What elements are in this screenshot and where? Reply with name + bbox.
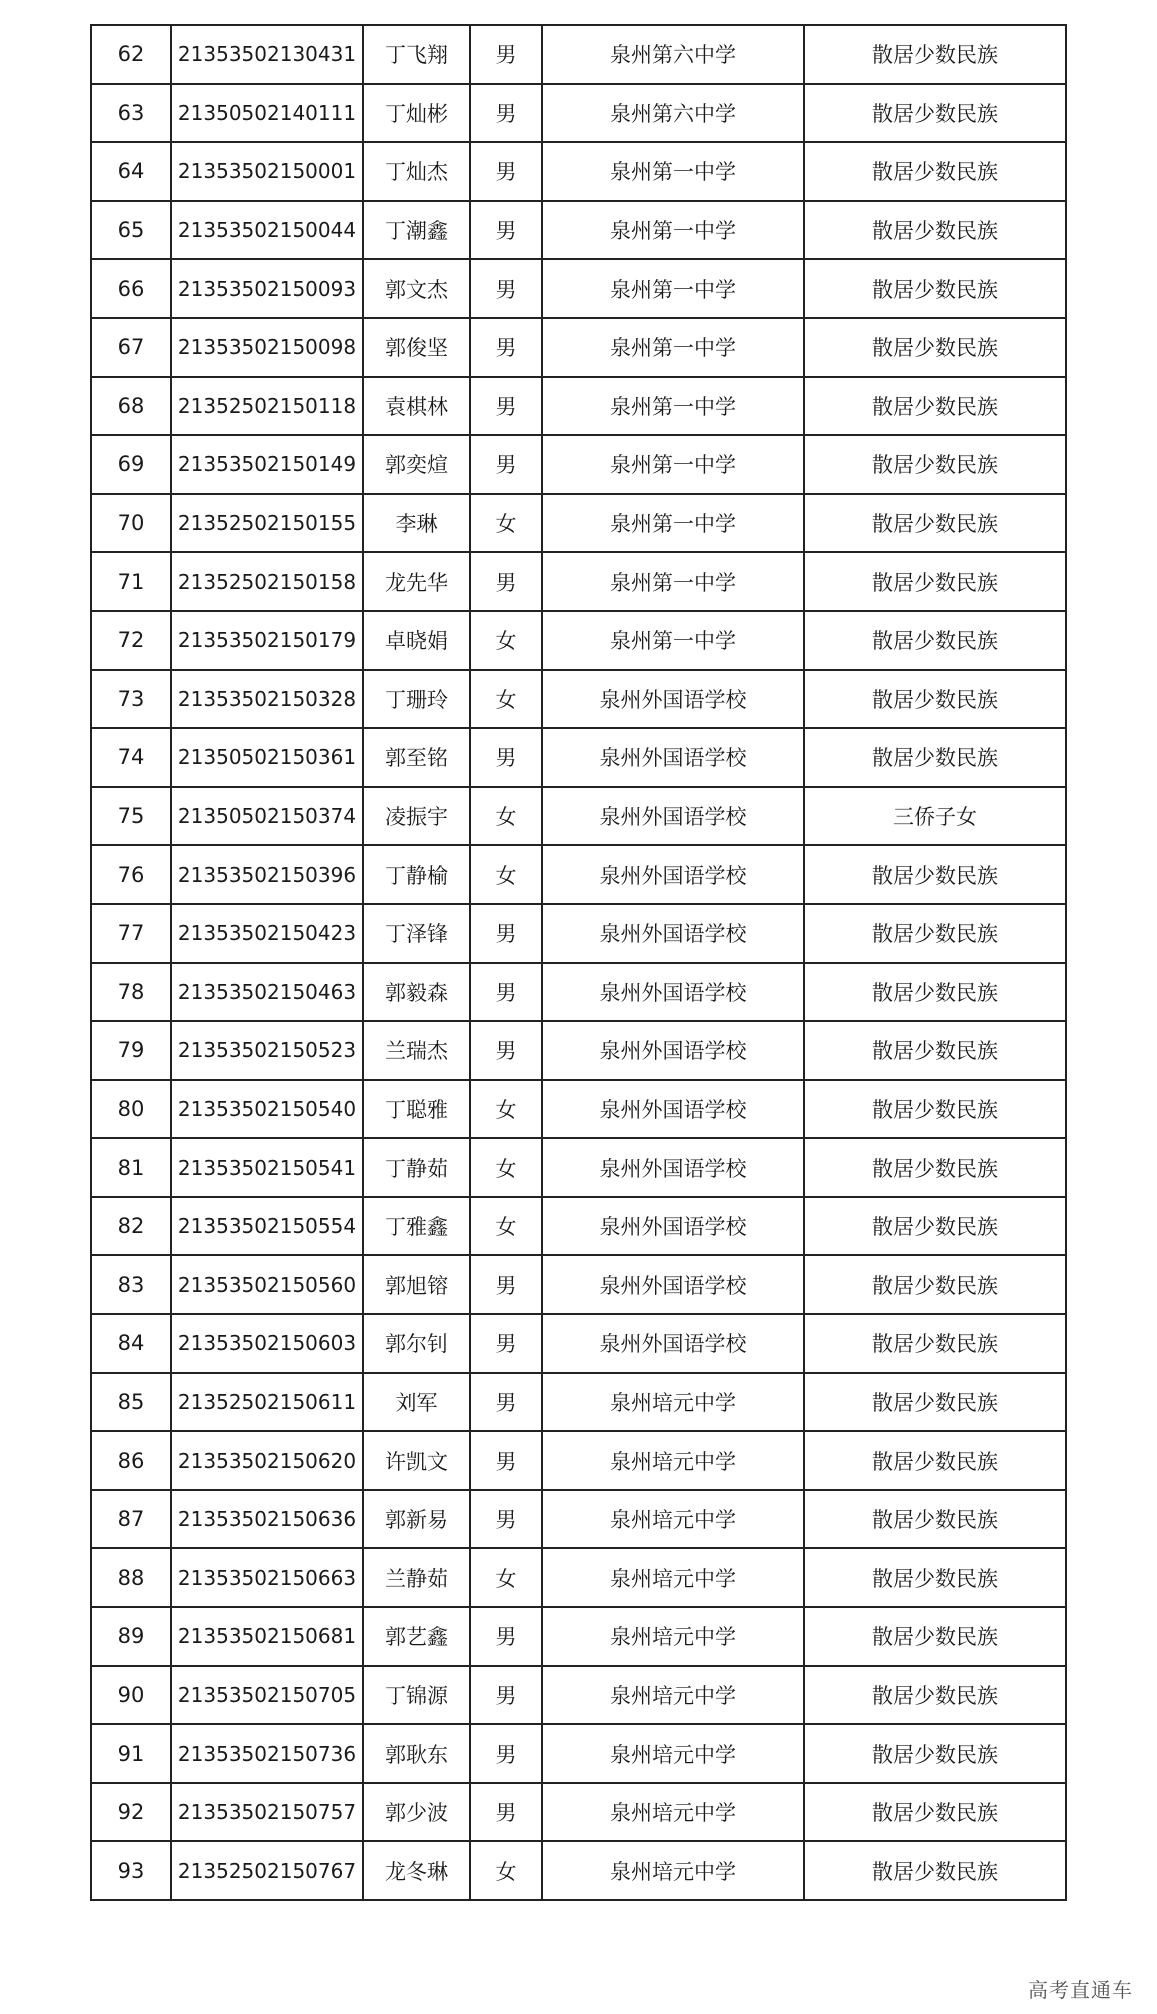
exam-id-cell: 21353502130431 [171, 25, 363, 84]
student-name-cell: 丁静榆 [363, 845, 470, 904]
school-cell: 泉州第一中学 [542, 318, 804, 377]
exam-id-cell: 21353502150560 [171, 1255, 363, 1314]
row-number-cell: 92 [91, 1783, 171, 1842]
school-cell: 泉州第六中学 [542, 25, 804, 84]
school-cell: 泉州外国语学校 [542, 1314, 804, 1373]
row-number-cell: 90 [91, 1666, 171, 1725]
gender-cell: 女 [470, 1841, 542, 1900]
table-row [91, 1138, 1066, 1197]
student-name-cell: 卓晓娟 [363, 611, 470, 670]
exam-id-cell: 21352502150155 [171, 494, 363, 553]
school-cell: 泉州第一中学 [542, 259, 804, 318]
table-row [91, 1197, 1066, 1256]
school-cell: 泉州外国语学校 [542, 787, 804, 846]
table-row [91, 1314, 1066, 1373]
category-cell: 散居少数民族 [804, 377, 1066, 436]
student-name-cell: 兰静茹 [363, 1548, 470, 1607]
table-row [91, 963, 1066, 1022]
student-name-cell: 龙先华 [363, 552, 470, 611]
category-cell: 散居少数民族 [804, 1666, 1066, 1725]
category-cell: 散居少数民族 [804, 1138, 1066, 1197]
student-name-cell: 兰瑞杰 [363, 1021, 470, 1080]
table-row [91, 318, 1066, 377]
school-cell: 泉州外国语学校 [542, 1138, 804, 1197]
exam-id-cell: 21353502150757 [171, 1783, 363, 1842]
table-row [91, 728, 1066, 787]
category-cell: 散居少数民族 [804, 494, 1066, 553]
table-row [91, 142, 1066, 201]
exam-id-cell: 21353502150328 [171, 670, 363, 729]
exam-id-cell: 21353502150523 [171, 1021, 363, 1080]
table-row [91, 904, 1066, 963]
row-number-cell: 81 [91, 1138, 171, 1197]
table-row [91, 1255, 1066, 1314]
school-cell: 泉州外国语学校 [542, 1255, 804, 1314]
gender-cell: 男 [470, 377, 542, 436]
exam-id-cell: 21350502150374 [171, 787, 363, 846]
student-name-cell: 郭至铭 [363, 728, 470, 787]
row-number-cell: 67 [91, 318, 171, 377]
student-name-cell: 丁雅鑫 [363, 1197, 470, 1256]
exam-id-cell: 21353502150663 [171, 1548, 363, 1607]
table-row [91, 611, 1066, 670]
gender-cell: 女 [470, 611, 542, 670]
gender-cell: 男 [470, 552, 542, 611]
exam-id-cell: 21353502150554 [171, 1197, 363, 1256]
school-cell: 泉州第一中学 [542, 142, 804, 201]
gender-cell: 男 [470, 142, 542, 201]
gender-cell: 女 [470, 1197, 542, 1256]
table-row [91, 1607, 1066, 1666]
table-row [91, 377, 1066, 436]
gender-cell: 男 [470, 1255, 542, 1314]
category-cell: 散居少数民族 [804, 1255, 1066, 1314]
student-name-cell: 郭少波 [363, 1783, 470, 1842]
school-cell: 泉州培元中学 [542, 1724, 804, 1783]
school-cell: 泉州第一中学 [542, 201, 804, 260]
row-number-cell: 77 [91, 904, 171, 963]
category-cell: 散居少数民族 [804, 1548, 1066, 1607]
row-number-cell: 80 [91, 1080, 171, 1139]
exam-id-cell: 21352502150118 [171, 377, 363, 436]
gender-cell: 男 [470, 84, 542, 143]
category-cell: 散居少数民族 [804, 1783, 1066, 1842]
table-row [91, 1021, 1066, 1080]
table-row [91, 1783, 1066, 1842]
student-name-cell: 丁飞翔 [363, 25, 470, 84]
table-row [91, 494, 1066, 553]
school-cell: 泉州外国语学校 [542, 1197, 804, 1256]
category-cell: 散居少数民族 [804, 318, 1066, 377]
gender-cell: 男 [470, 1666, 542, 1725]
exam-id-cell: 21352502150767 [171, 1841, 363, 1900]
category-cell: 散居少数民族 [804, 1490, 1066, 1549]
table-row [91, 435, 1066, 494]
row-number-cell: 62 [91, 25, 171, 84]
exam-id-cell: 21353502150423 [171, 904, 363, 963]
gender-cell: 男 [470, 259, 542, 318]
exam-id-cell: 21353502150705 [171, 1666, 363, 1725]
row-number-cell: 63 [91, 84, 171, 143]
row-number-cell: 66 [91, 259, 171, 318]
category-cell: 散居少数民族 [804, 1431, 1066, 1490]
school-cell: 泉州培元中学 [542, 1841, 804, 1900]
table-row [91, 259, 1066, 318]
gender-cell: 男 [470, 318, 542, 377]
school-cell: 泉州外国语学校 [542, 845, 804, 904]
student-name-cell: 郭尔钊 [363, 1314, 470, 1373]
category-cell: 散居少数民族 [804, 1841, 1066, 1900]
student-name-cell: 丁灿杰 [363, 142, 470, 201]
gender-cell: 女 [470, 787, 542, 846]
category-cell: 散居少数民族 [804, 845, 1066, 904]
exam-id-cell: 21352502150158 [171, 552, 363, 611]
school-cell: 泉州第一中学 [542, 611, 804, 670]
exam-id-cell: 21353502150093 [171, 259, 363, 318]
student-name-cell: 丁灿彬 [363, 84, 470, 143]
category-cell: 散居少数民族 [804, 670, 1066, 729]
exam-id-cell: 21353502150540 [171, 1080, 363, 1139]
student-name-cell: 丁珊玲 [363, 670, 470, 729]
student-name-cell: 郭奕煊 [363, 435, 470, 494]
row-number-cell: 83 [91, 1255, 171, 1314]
row-number-cell: 78 [91, 963, 171, 1022]
category-cell: 散居少数民族 [804, 1080, 1066, 1139]
category-cell: 散居少数民族 [804, 552, 1066, 611]
table-row [91, 25, 1066, 84]
category-cell: 散居少数民族 [804, 84, 1066, 143]
table-row [91, 1080, 1066, 1139]
table-row [91, 1724, 1066, 1783]
table-row [91, 201, 1066, 260]
student-name-cell: 丁泽锋 [363, 904, 470, 963]
school-cell: 泉州外国语学校 [542, 728, 804, 787]
exam-id-cell: 21353502150149 [171, 435, 363, 494]
roster-table [90, 24, 1067, 1901]
row-number-cell: 64 [91, 142, 171, 201]
school-cell: 泉州第一中学 [542, 494, 804, 553]
row-number-cell: 75 [91, 787, 171, 846]
student-name-cell: 郭旭镕 [363, 1255, 470, 1314]
school-cell: 泉州培元中学 [542, 1373, 804, 1432]
student-name-cell: 郭艺鑫 [363, 1607, 470, 1666]
row-number-cell: 91 [91, 1724, 171, 1783]
gender-cell: 男 [470, 1490, 542, 1549]
table-row [91, 552, 1066, 611]
student-name-cell: 郭毅森 [363, 963, 470, 1022]
gender-cell: 女 [470, 670, 542, 729]
school-cell: 泉州外国语学校 [542, 1021, 804, 1080]
student-name-cell: 刘军 [363, 1373, 470, 1432]
gender-cell: 女 [470, 1138, 542, 1197]
row-number-cell: 65 [91, 201, 171, 260]
student-name-cell: 丁锦源 [363, 1666, 470, 1725]
exam-id-cell: 21353502150396 [171, 845, 363, 904]
school-cell: 泉州培元中学 [542, 1490, 804, 1549]
table-row [91, 84, 1066, 143]
category-cell: 散居少数民族 [804, 25, 1066, 84]
gender-cell: 男 [470, 904, 542, 963]
exam-id-cell: 21352502150611 [171, 1373, 363, 1432]
row-number-cell: 74 [91, 728, 171, 787]
category-cell: 三侨子女 [804, 787, 1066, 846]
table-row [91, 1548, 1066, 1607]
category-cell: 散居少数民族 [804, 728, 1066, 787]
exam-id-cell: 21353502150681 [171, 1607, 363, 1666]
row-number-cell: 88 [91, 1548, 171, 1607]
gender-cell: 女 [470, 1548, 542, 1607]
student-name-cell: 丁潮鑫 [363, 201, 470, 260]
exam-id-cell: 21353502150541 [171, 1138, 363, 1197]
student-name-cell: 凌振宇 [363, 787, 470, 846]
student-name-cell: 郭文杰 [363, 259, 470, 318]
gender-cell: 女 [470, 494, 542, 553]
exam-id-cell: 21353502150603 [171, 1314, 363, 1373]
category-cell: 散居少数民族 [804, 142, 1066, 201]
row-number-cell: 93 [91, 1841, 171, 1900]
student-name-cell: 丁聪雅 [363, 1080, 470, 1139]
exam-id-cell: 21353502150001 [171, 142, 363, 201]
row-number-cell: 69 [91, 435, 171, 494]
row-number-cell: 89 [91, 1607, 171, 1666]
category-cell: 散居少数民族 [804, 1373, 1066, 1432]
row-number-cell: 85 [91, 1373, 171, 1432]
roster-table-body [91, 25, 1066, 1900]
row-number-cell: 71 [91, 552, 171, 611]
gender-cell: 男 [470, 435, 542, 494]
gender-cell: 男 [470, 1607, 542, 1666]
school-cell: 泉州第一中学 [542, 377, 804, 436]
gender-cell: 女 [470, 845, 542, 904]
exam-id-cell: 21350502140111 [171, 84, 363, 143]
category-cell: 散居少数民族 [804, 259, 1066, 318]
school-cell: 泉州外国语学校 [542, 670, 804, 729]
table-row [91, 787, 1066, 846]
student-name-cell: 郭耿东 [363, 1724, 470, 1783]
gender-cell: 男 [470, 728, 542, 787]
category-cell: 散居少数民族 [804, 1724, 1066, 1783]
gender-cell: 男 [470, 1021, 542, 1080]
school-cell: 泉州外国语学校 [542, 1080, 804, 1139]
student-name-cell: 龙冬琳 [363, 1841, 470, 1900]
gender-cell: 男 [470, 1724, 542, 1783]
exam-id-cell: 21353502150620 [171, 1431, 363, 1490]
student-name-cell: 郭俊坚 [363, 318, 470, 377]
row-number-cell: 70 [91, 494, 171, 553]
gender-cell: 男 [470, 25, 542, 84]
exam-id-cell: 21353502150179 [171, 611, 363, 670]
exam-id-cell: 21353502150044 [171, 201, 363, 260]
category-cell: 散居少数民族 [804, 963, 1066, 1022]
table-row [91, 845, 1066, 904]
gender-cell: 男 [470, 201, 542, 260]
student-name-cell: 袁棋林 [363, 377, 470, 436]
row-number-cell: 84 [91, 1314, 171, 1373]
row-number-cell: 73 [91, 670, 171, 729]
row-number-cell: 68 [91, 377, 171, 436]
table-row [91, 670, 1066, 729]
gender-cell: 男 [470, 1373, 542, 1432]
school-cell: 泉州第六中学 [542, 84, 804, 143]
category-cell: 散居少数民族 [804, 1197, 1066, 1256]
exam-id-cell: 21353502150463 [171, 963, 363, 1022]
gender-cell: 男 [470, 1783, 542, 1842]
category-cell: 散居少数民族 [804, 435, 1066, 494]
school-cell: 泉州外国语学校 [542, 904, 804, 963]
exam-id-cell: 21353502150636 [171, 1490, 363, 1549]
table-row [91, 1373, 1066, 1432]
school-cell: 泉州培元中学 [542, 1666, 804, 1725]
school-cell: 泉州培元中学 [542, 1431, 804, 1490]
gender-cell: 男 [470, 963, 542, 1022]
school-cell: 泉州培元中学 [542, 1548, 804, 1607]
roster-sheet [90, 24, 1053, 1901]
table-row [91, 1666, 1066, 1725]
school-cell: 泉州培元中学 [542, 1607, 804, 1666]
gender-cell: 男 [470, 1431, 542, 1490]
gender-cell: 男 [470, 1314, 542, 1373]
student-name-cell: 丁静茹 [363, 1138, 470, 1197]
student-name-cell: 郭新易 [363, 1490, 470, 1549]
category-cell: 散居少数民族 [804, 611, 1066, 670]
school-cell: 泉州外国语学校 [542, 963, 804, 1022]
student-name-cell: 许凯文 [363, 1431, 470, 1490]
school-cell: 泉州培元中学 [542, 1783, 804, 1842]
exam-id-cell: 21353502150098 [171, 318, 363, 377]
table-row [91, 1431, 1066, 1490]
row-number-cell: 79 [91, 1021, 171, 1080]
category-cell: 散居少数民族 [804, 904, 1066, 963]
row-number-cell: 72 [91, 611, 171, 670]
row-number-cell: 82 [91, 1197, 171, 1256]
gender-cell: 女 [470, 1080, 542, 1139]
row-number-cell: 76 [91, 845, 171, 904]
watermark-text: 高考直通车 [1028, 1978, 1133, 2002]
exam-id-cell: 21353502150736 [171, 1724, 363, 1783]
category-cell: 散居少数民族 [804, 201, 1066, 260]
exam-id-cell: 21350502150361 [171, 728, 363, 787]
category-cell: 散居少数民族 [804, 1021, 1066, 1080]
table-row [91, 1841, 1066, 1900]
category-cell: 散居少数民族 [804, 1314, 1066, 1373]
student-name-cell: 李琳 [363, 494, 470, 553]
table-row [91, 1490, 1066, 1549]
school-cell: 泉州第一中学 [542, 552, 804, 611]
category-cell: 散居少数民族 [804, 1607, 1066, 1666]
row-number-cell: 86 [91, 1431, 171, 1490]
row-number-cell: 87 [91, 1490, 171, 1549]
school-cell: 泉州第一中学 [542, 435, 804, 494]
